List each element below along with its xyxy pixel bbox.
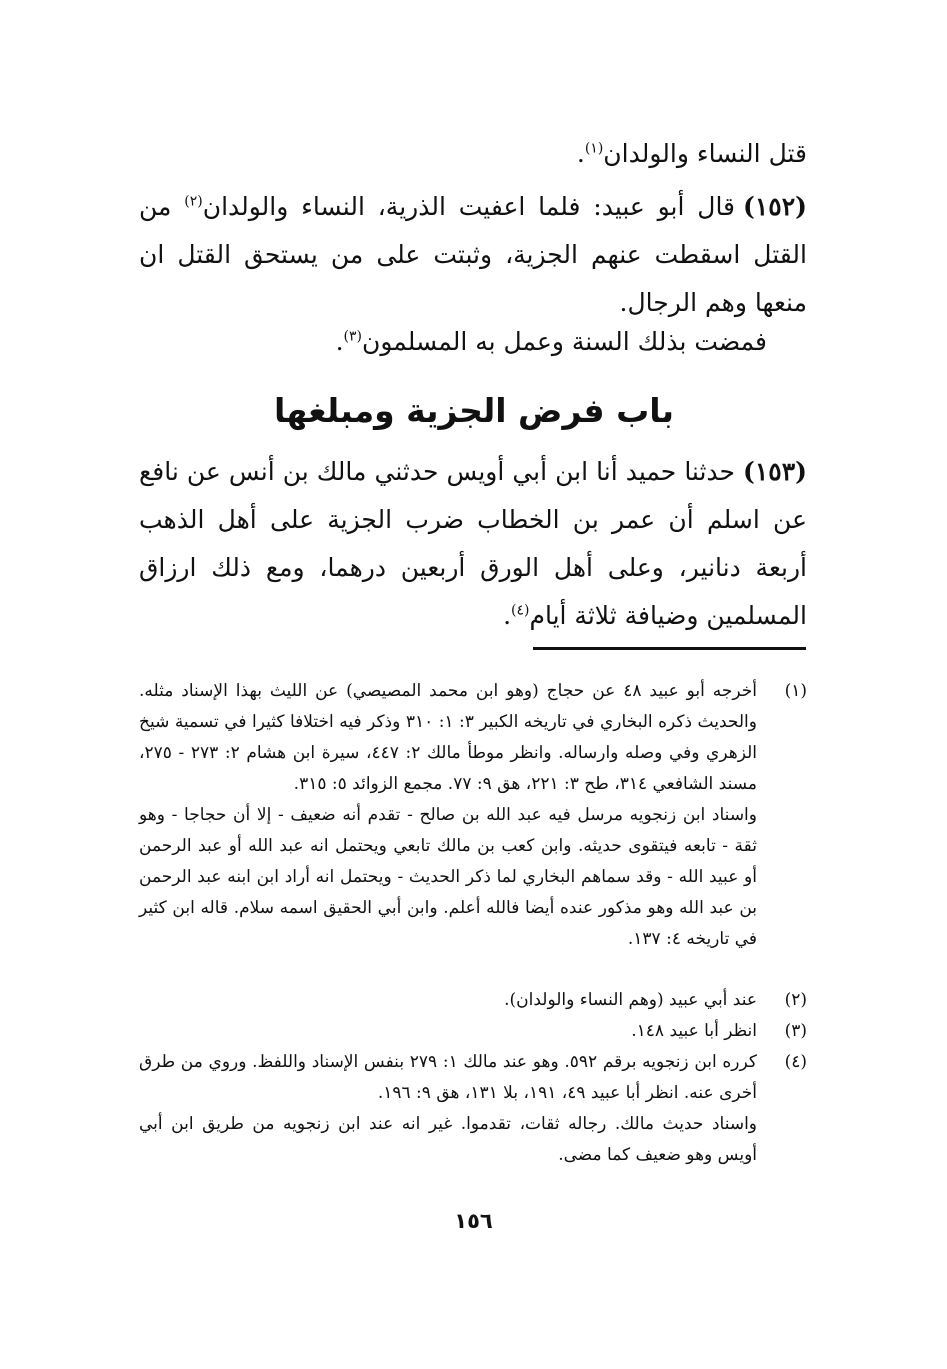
footnote-2 [139,985,807,1016]
footnote-4-para-2: واسناد حديث مالك. رجاله ثقات، تقدموا. غير انه عند ابن زنجويه من طريق ابن أبي أويس وهو ضعيف كما مضى. [139,1114,757,1165]
paragraph-1 [139,130,807,178]
footnote-4 [139,1047,807,1171]
footnote-ref-2: (٢) [184,193,203,210]
footnote-ref-1: (١) [584,140,604,157]
page-number: ١٥٦ [454,1209,493,1233]
footnote-3-para-1: انظر أبا عبيد ١٤٨. [631,1021,757,1041]
paragraph-153-end: . [503,601,512,630]
footnote-1 [139,676,807,955]
paragraph-number-153: (١٥٣) [743,457,807,486]
paragraph-1-text: قتل النساء والولدان [603,139,807,168]
footnote-2-para-1: عند أبي عبيد (وهم النساء والولدان). [504,990,757,1010]
paragraph-152-text-a: قال أبو عبيد: فلما اعفيت الذرية، النساء والولدان [202,192,736,221]
paragraph-153 [139,448,807,640]
footnote-ref-3: (٣) [343,328,362,345]
paragraph-152-text-b: من القتل اسقطت عنهم الجزية، وثبتت على من يستحق القتل ان منعها وهم الرجال. [139,192,807,317]
paragraph-1-end: . [576,139,585,168]
chapter-heading: باب فرض الجزية ومبلغها [273,391,675,430]
paragraph-153-text: حدثنا حميد أنا ابن أبي أويس حدثني مالك بن أنس عن نافع عن اسلم أن عمر بن الخطاب ضرب الجزية على أهل الذهب أربعة دنانير، وعلى أهل الورق أربعين درهما، ومع ذلك ارزاق المسلمين وضيافة ثلاثة أيام [139,457,807,630]
footnote-3-body [139,1016,757,1047]
footnote-4-body [139,1047,757,1171]
footnote-1-para-1: أخرجه أبو عبيد ٤٨ عن حجاج (وهو ابن محمد المصيصي) عن الليث بهذا الإسناد مثله. والحديث ذكره البخاري في تاريخه الكبير ٣: ١: ٣١٠ وذكر فيه اختلافا كثيرا في تسمية شيخ الزهري وفي وصله وارساله. وانظر موطأ مالك ٢: ٤٤٧، سيرة ابن هشام ٢: ٢٧٣ - ٢٧٥، مسند الشافعي ٣١٤، طح ٣: ٢٢١، هق ٩: ٧٧. مجمع الزوائد ٥: ٣١٥. [139,681,757,794]
paragraph-3 [99,318,807,366]
footnote-1-number: (١) [784,681,807,701]
footnote-3 [139,1016,807,1047]
paragraph-number-152: (١٥٢) [743,192,807,221]
paragraph-3-text: فمضت بذلك السنة وعمل به المسلمون [361,327,767,356]
paragraph-3-end: . [335,327,344,356]
footnote-separator [533,647,806,650]
footnote-2-number: (٢) [784,990,807,1010]
footnote-1-para-2: واسناد ابن زنجويه مرسل فيه عبد الله بن صالح - تقدم أنه ضعيف - إلا أن حجاجا - وهو ثقة - تابعه فيتقوى حديثه. وابن كعب بن مالك تابعي ويحتمل انه عبد الله أو عبد الرحمن أو عبيد الله - وقد سماهم البخاري لما ذكر الحديث - ويحتمل انه أراد ابن ابنه عبد الرحمن بن عبد الله وهو مذكور عنده أيضا فالله أعلم. وابن أبي الحقيق اسمه سلام. قاله ابن كثير في تاريخه ٤: ١٣٧. [139,805,757,949]
paragraph-152 [139,183,807,327]
footnote-4-para-1: كرره ابن زنجويه برقم ٥٩٢. وهو عند مالك ١: ٢٧٩ بنفس الإسناد واللفظ. وروي من طرق أخرى عنه. انظر أبا عبيد ٤٩، ١٩١، بلا ١٣١، هق ٩: ١٩٦. [139,1052,757,1103]
footnote-4-number: (٤) [784,1052,807,1072]
footnote-1-body [139,676,757,955]
footnote-ref-4: (٤) [511,602,530,619]
footnote-3-number: (٣) [784,1021,807,1041]
footnote-2-body [139,985,757,1016]
